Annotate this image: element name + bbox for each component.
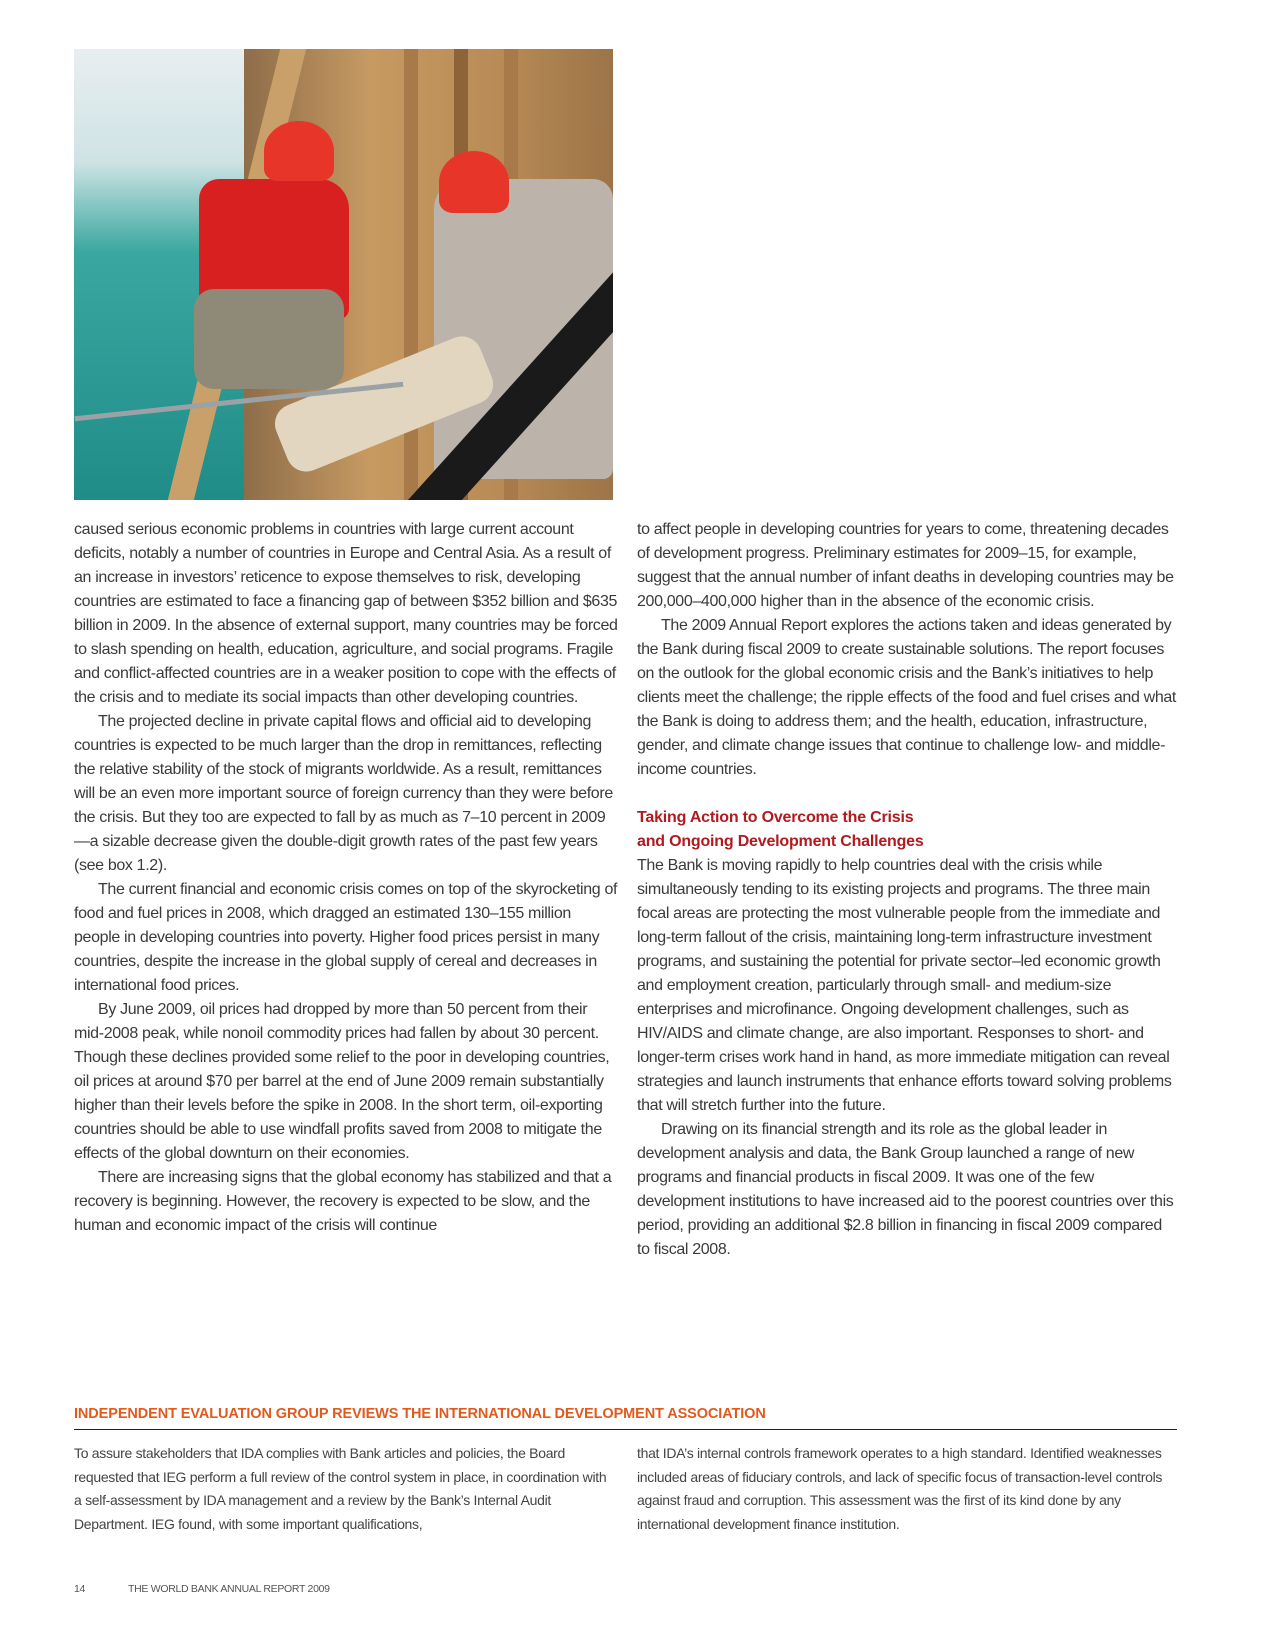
paragraph: The projected decline in private capital flows and official aid to developing countries is expected to be much larger than the drop in remittances, reflecting the relative stability of the stock of migrants worldwide. As a result, remittances will be an even more important source of foreign currency than they were before the crisis. But they too are expected to fall by as much as 7–10 percent in 2009—a sizable decrease given the double-digit growth rates of the past few years (see box 1.2). bbox=[74, 713, 613, 874]
box-title: INDEPENDENT EVALUATION GROUP REVIEWS THE INTERNATIONAL DEVELOPMENT ASSOCIATION bbox=[74, 1406, 766, 1422]
paragraph: that IDA’s internal controls framework operates to a high standard. Identified weaknesses included areas of fiduciary controls, and lack of specific focus of transaction-level controls against fraud and corruption. This assessment was the first of its kind done by any international development finance institution. bbox=[637, 1445, 1163, 1532]
paragraph: Drawing on its financial strength and its role as the global leader in development analysis and data, the Bank Group launched a range of new programs and financial products in fiscal 2009. It was one of the few development institutions to have increased aid to the poorest countries over this period, providing an additional $2.8 billion in financing in fiscal 2009 compared to fiscal 2008. bbox=[637, 1121, 1174, 1258]
box-text-left bbox=[74, 1442, 614, 1536]
worker-trousers bbox=[194, 289, 344, 389]
section-heading bbox=[637, 806, 1177, 854]
paragraph: The 2009 Annual Report explores the actions taken and ideas generated by the Bank during fiscal 2009 to create sustainable solutions. The report focuses on the outlook for the global economic crisis and the Bank’s initiatives to help clients meet the challenge; the ripple effects of the food and fuel crises and what the Bank is doing to address them; and the health, education, infrastructure, gender, and climate change issues that continue to challenge low- and middle-income countries. bbox=[637, 617, 1177, 778]
running-footer: THE WORLD BANK ANNUAL REPORT 2009 bbox=[128, 1583, 330, 1595]
right-text-column bbox=[637, 518, 1177, 1262]
paragraph: to affect people in developing countries for years to come, threatening decades of development progress. Preliminary estimates for 2009–15, for example, suggest that the annual number of infant deaths in developing countries may be 200,000–400,000 higher than in the absence of the economic crisis. bbox=[637, 521, 1174, 610]
page-number: 14 bbox=[74, 1583, 86, 1595]
left-text-column bbox=[74, 518, 619, 1238]
hard-hat bbox=[264, 121, 334, 181]
section-heading-line: Taking Action to Overcome the Crisis bbox=[637, 809, 914, 826]
paragraph: By June 2009, oil prices had dropped by more than 50 percent from their mid-2008 peak, while nonoil commodity prices had fallen by about 30 percent. Though these declines provided some relief to the poor in developing countries, oil prices at around $70 per barrel at the end of June 2009 remain substantially higher than their levels before the spike in 2008. In the short term, oil-exporting countries should be able to use windfall profits saved from 2008 to mitigate the effects of the global downturn on their economies. bbox=[74, 1001, 610, 1162]
paragraph: To assure stakeholders that IDA complies with Bank articles and policies, the Board requested that IEG perform a full review of the control system in place, in coordination with a self-assessment by IDA management and a review by the Bank’s Internal Audit Department. IEG found, with some important qualifications, bbox=[74, 1445, 607, 1532]
box-text-right bbox=[637, 1442, 1177, 1536]
paragraph: caused serious economic problems in countries with large current account deficits, notably a number of countries in Europe and Central Asia. As a result of an increase in investors’ reticence to expose themselves to risk, developing countries are estimated to face a financing gap of between $352 billion and $635 billion in 2009. In the absence of external support, many countries may be forced to slash spending on health, education, agriculture, and social programs. Fragile and conflict-affected countries are in a weaker position to cope with the effects of the crisis and to mediate its social impacts than other developing countries. bbox=[74, 521, 618, 706]
paragraph: The Bank is moving rapidly to help countries deal with the crisis while simultaneously tending to its existing projects and programs. The three main focal areas are protecting the most vulnerable people from the immediate and long-term fallout of the crisis, maintaining long-term infrastructure investment programs, and sustaining the potential for private sector–led economic growth and employment creation, particularly through small- and medium-size enterprises and microfinance. Ongoing development challenges, such as HIV/AIDS and climate change, are also important. Responses to short- and longer-term crises work hand in hand, as more immediate mitigation can reveal strategies and launch instruments that enhance efforts toward solving problems that will stretch further into the future. bbox=[637, 857, 1172, 1114]
box-divider bbox=[74, 1429, 1177, 1430]
paragraph: The current financial and economic crisis comes on top of the skyrocketing of food and fuel prices in 2008, which dragged an estimated 130–155 million people in developing countries into poverty. Higher food prices persist in many countries, despite the increase in the global supply of cereal and decreases in international food prices. bbox=[74, 881, 618, 994]
paragraph: There are increasing signs that the global economy has stabilized and that a recovery is beginning. However, the recovery is expected to be slow, and the human and economic impact of the crisis will continue bbox=[74, 1169, 612, 1234]
section-heading-line: and Ongoing Development Challenges bbox=[637, 833, 924, 850]
construction-workers-photo bbox=[74, 49, 613, 500]
hard-hat bbox=[439, 151, 509, 213]
